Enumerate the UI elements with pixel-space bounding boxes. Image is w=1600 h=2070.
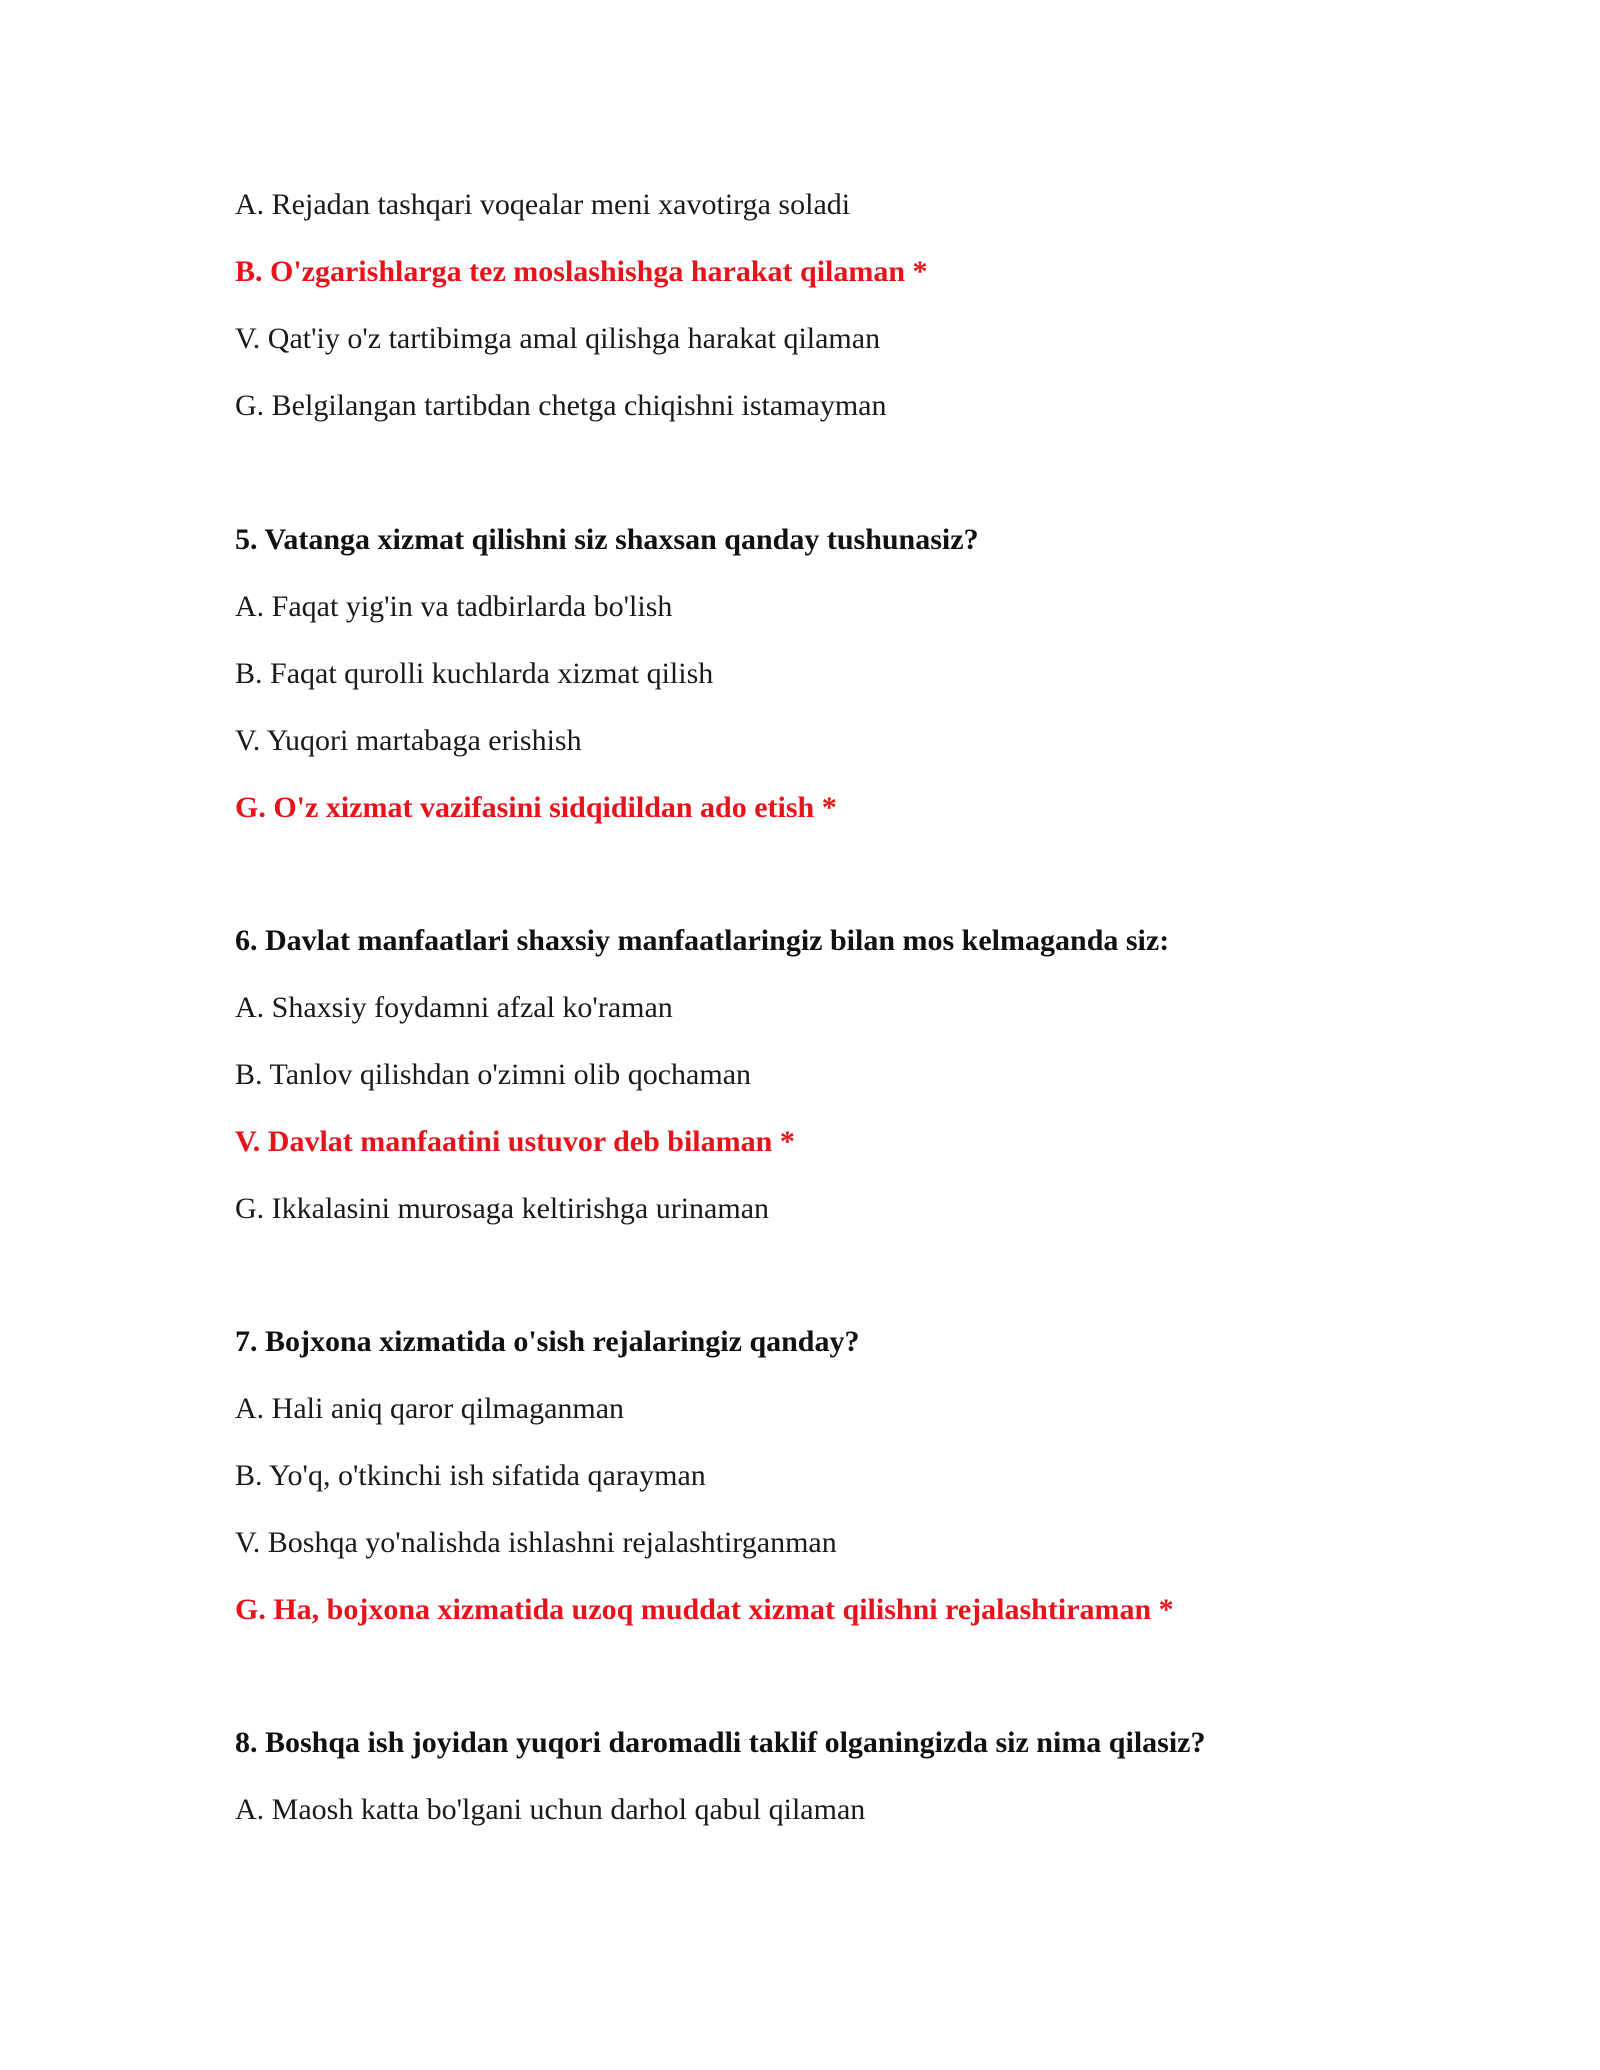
option-q4-v: V. Qat'iy o'z tartibimga amal qilishga harakat qilaman	[235, 322, 881, 355]
option-q6-a: A. Shaxsiy foydamni afzal ko'raman	[235, 991, 673, 1024]
option-q8-a: A. Maosh katta bo'lgani uchun darhol qabul qilaman	[235, 1793, 866, 1826]
question-8: 8. Boshqa ish joyidan yuqori daromadli taklif olganingizda siz nima qilasiz?	[235, 1726, 1206, 1759]
option-q6-b: B. Tanlov qilishdan o'zimni olib qochaman	[235, 1058, 752, 1091]
question-7: 7. Bojxona xizmatida o'sish rejalaringiz qanday?	[235, 1325, 860, 1358]
question-5: 5. Vatanga xizmat qilishni siz shaxsan qanday tushunasiz?	[235, 523, 979, 556]
option-q4-b-correct: B. O'zgarishlarga tez moslashishga harakat qilaman *	[235, 255, 928, 288]
option-q7-v: V. Boshqa yo'nalishda ishlashni rejalashtirganman	[235, 1526, 837, 1559]
option-q6-v-correct: V. Davlat manfaatini ustuvor deb bilaman *	[235, 1125, 795, 1158]
option-q5-b: B. Faqat qurolli kuchlarda xizmat qilish	[235, 657, 714, 690]
option-q7-b: B. Yo'q, o'tkinchi ish sifatida qarayman	[235, 1459, 706, 1492]
option-q6-g: G. Ikkalasini murosaga keltirishga urinaman	[235, 1192, 770, 1225]
option-q5-a: A. Faqat yig'in va tadbirlarda bo'lish	[235, 590, 673, 623]
question-6: 6. Davlat manfaatlari shaxsiy manfaatlaringiz bilan mos kelmaganda siz:	[235, 924, 1170, 957]
option-q5-g-correct: G. O'z xizmat vazifasini sidqidildan ado etish *	[235, 791, 837, 824]
option-q7-g-correct: G. Ha, bojxona xizmatida uzoq muddat xizmat qilishni rejalashtiraman *	[235, 1593, 1174, 1626]
option-q4-a: A. Rejadan tashqari voqealar meni xavotirga soladi	[235, 188, 851, 221]
option-q7-a: A. Hali aniq qaror qilmaganman	[235, 1392, 625, 1425]
option-q5-v: V. Yuqori martabaga erishish	[235, 724, 582, 757]
option-q4-g: G. Belgilangan tartibdan chetga chiqishni istamayman	[235, 389, 887, 422]
